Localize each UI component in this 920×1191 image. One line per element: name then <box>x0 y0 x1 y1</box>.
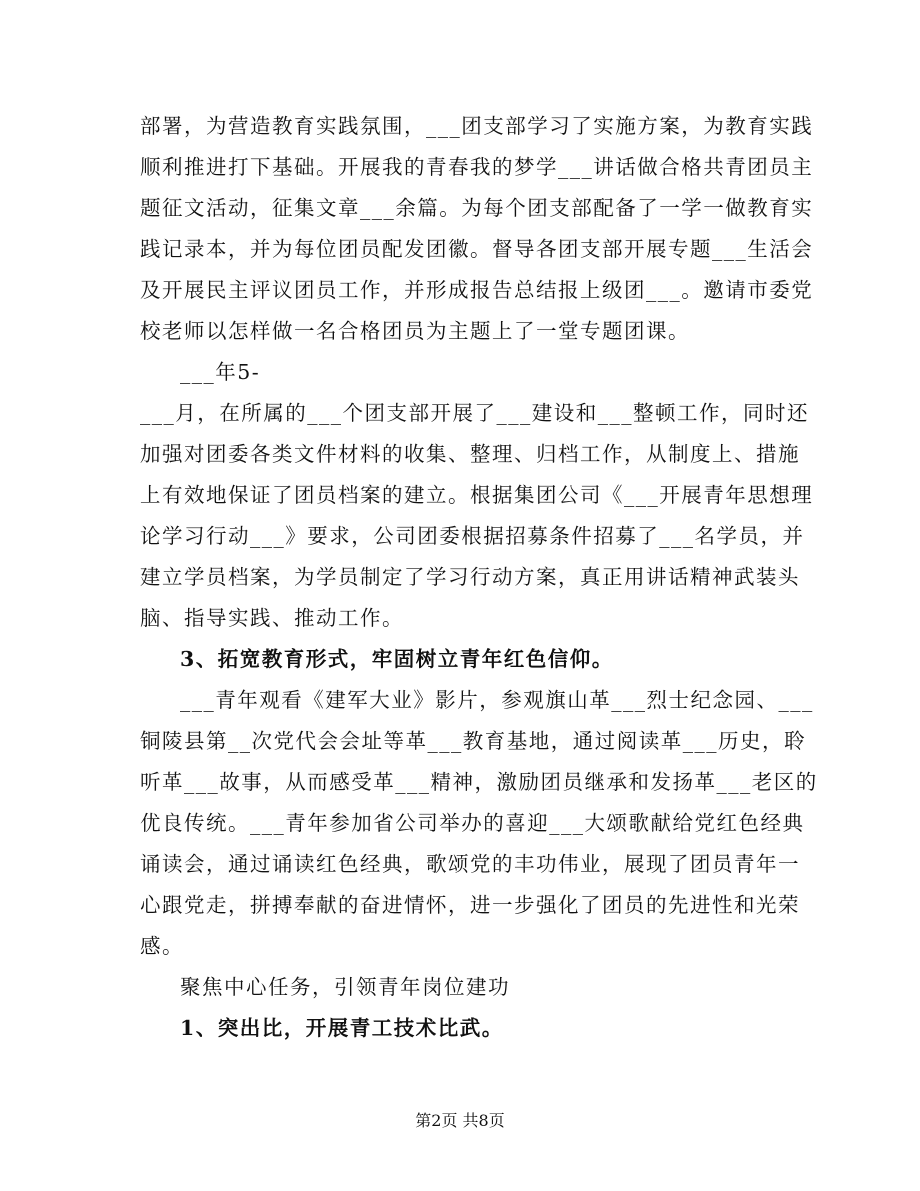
text-line: 建立学员档案，为学员制定了学习行动方案，真正用讲话精神武装头 <box>140 565 800 589</box>
section-heading: 聚焦中心任务，引领青年岗位建功 <box>180 975 510 999</box>
text-line: 题征文活动，征集文章___余篇。为每个团支部配备了一学一做教育实 <box>140 196 814 220</box>
text-line: 优良传统。___青年参加省公司举办的喜迎___大颂歌献给党红色经典 <box>140 811 805 835</box>
text-line: ___青年观看《建军大业》影片，参观旗山革___烈士纪念园、___ <box>180 688 814 712</box>
text-line: 上有效地保证了团员档案的建立。根据集团公司《___开展青年思想理 <box>140 483 814 507</box>
text-line: 校老师以怎样做一名合格团员为主题上了一堂专题团课。 <box>140 319 690 343</box>
text-line: 论学习行动___》要求，公司团委根据招募条件招募了___名学员，并 <box>140 524 805 548</box>
text-line: 顺利推进打下基础。开展我的青春我的梦学___讲话做合格共青团员主 <box>140 155 814 179</box>
text-line: ___月，在所属的___个团支部开展了___建设和___整顿工作，同时还 <box>140 401 809 425</box>
text-line: 部署，为营造教育实践氛围，___团支部学习了实施方案，为教育实践 <box>140 114 814 138</box>
text-line: 脑、指导实践、推动工作。 <box>140 606 404 630</box>
page-number: 第2页 共8页 <box>415 1111 505 1130</box>
text-line: 及开展民主评议团员工作，并形成报告总结报上级团___。邀请市委党 <box>140 278 814 302</box>
text-line: 铜陵县第__次党代会会址等革___教育基地，通过阅读革___历史，聆 <box>140 729 806 753</box>
text-line: 诵读会，通过诵读红色经典，歌颂党的丰功伟业，展现了团员青年一 <box>140 852 800 876</box>
text-line: ___年5- <box>180 360 261 384</box>
text-line: 听革___故事，从而感受革___精神，激励团员继承和发扬革___老区的 <box>140 770 818 794</box>
text-line: 践记录本，并为每位团员配发团徽。督导各团支部开展专题___生活会 <box>140 237 814 261</box>
text-line: 加强对团委各类文件材料的收集、整理、归档工作，从制度上、措施 <box>140 442 800 466</box>
text-line: 感。 <box>140 934 184 958</box>
text-line: 心跟党走，拼搏奉献的奋进情怀，进一步强化了团员的先进性和光荣 <box>140 893 800 917</box>
section-heading: 3、拓宽教育形式，牢固树立青年红色信仰。 <box>180 647 614 671</box>
section-heading: 1、突出比，开展青工技术比武。 <box>180 1016 504 1040</box>
